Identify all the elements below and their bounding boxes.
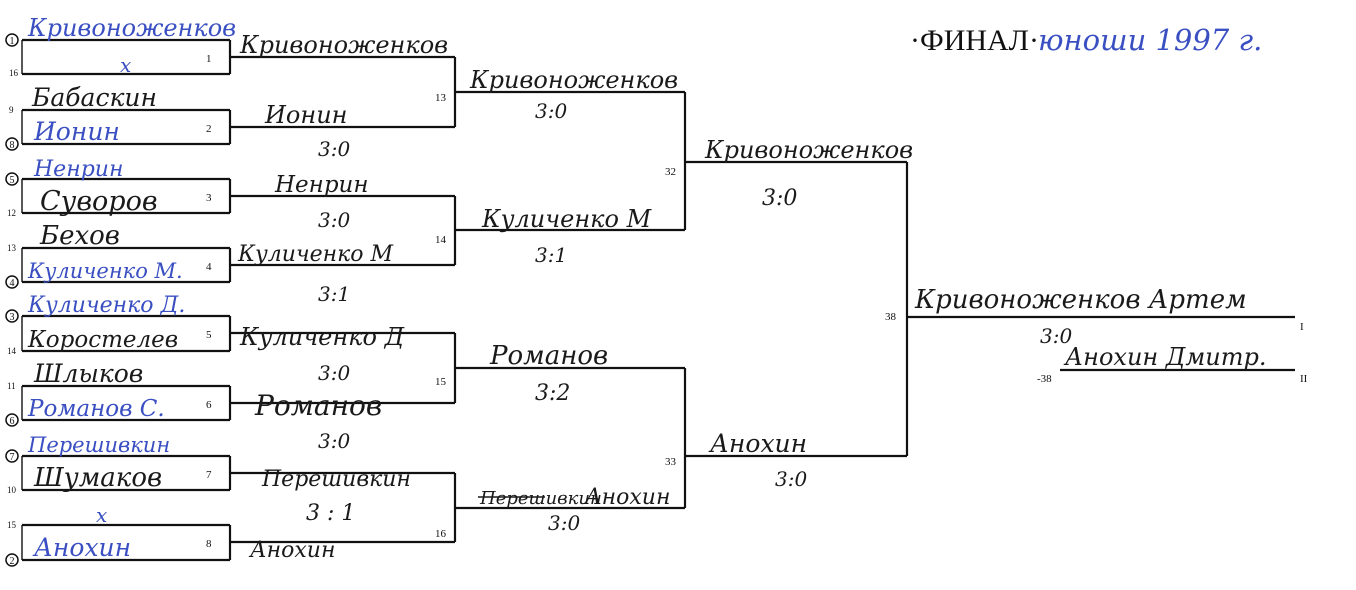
seed-number: 16 — [9, 68, 18, 78]
seed-number: 9 — [9, 105, 14, 115]
match-number: 2 — [206, 123, 212, 135]
seed-number: 12 — [7, 208, 16, 218]
seed-circle — [6, 34, 18, 47]
seed-circle — [6, 414, 18, 427]
match-number: 3 — [206, 192, 212, 204]
struck-name: Перешивкин — [480, 488, 602, 509]
place-second: II — [1300, 373, 1308, 385]
match-number: 38 — [885, 311, 896, 323]
round3-match-numbers — [665, 166, 677, 468]
entrant-name: Бабаскин — [32, 83, 157, 112]
seed-number: 15 — [7, 520, 16, 530]
final-title: ·ФИНАЛ· — [910, 24, 1040, 57]
winner-name: Куличенко М — [482, 205, 652, 233]
winner-name: Анохин — [710, 429, 808, 458]
place-first: I — [1300, 321, 1304, 333]
seed-number: 10 — [7, 485, 16, 495]
seed-circle — [6, 276, 18, 289]
entrant-name: Шумаков — [34, 463, 163, 493]
match-score: 3:2 — [535, 381, 571, 406]
svg-text:8: 8 — [9, 140, 15, 151]
match-number: 32 — [665, 166, 676, 178]
winner-name: Кривоноженков — [240, 31, 449, 59]
winner-name: Анохин — [585, 485, 671, 510]
svg-text:7: 7 — [9, 452, 15, 463]
winner-name: Романов — [255, 389, 383, 422]
round3-results — [469, 66, 678, 535]
round1-names — [27, 14, 236, 562]
round2-results — [237, 31, 448, 563]
loser-match-number: -38 — [1037, 373, 1052, 385]
match-number: 1 — [206, 53, 212, 65]
match-number: 7 — [206, 469, 212, 481]
round1-match-numbers — [206, 53, 212, 550]
match-number: 13 — [435, 92, 446, 104]
entrant-name: Ионин — [34, 117, 120, 146]
entrant-name: Суворов — [40, 186, 158, 217]
winner-name: Куличенко М — [238, 242, 394, 267]
svg-text:4: 4 — [9, 278, 15, 289]
seed-number: 11 — [7, 381, 16, 391]
winner-name: Кривоноженков — [705, 136, 914, 164]
match-number: 5 — [206, 329, 212, 341]
entrant-name: Куличенко М. — [28, 259, 183, 283]
seed-circle — [6, 554, 18, 567]
entrant-name: Куличенко Д. — [28, 293, 186, 318]
match-score: 3:1 — [318, 282, 351, 306]
match-number: 4 — [206, 261, 212, 273]
final-result — [885, 285, 1308, 385]
match-score: 3:0 — [318, 361, 351, 385]
match-score: 3:0 — [762, 186, 798, 211]
winner-name: Романов — [490, 341, 609, 371]
svg-text:1: 1 — [9, 36, 15, 47]
winner-name: Перешивкин — [262, 467, 411, 492]
match-score: 3:1 — [535, 243, 568, 267]
match-score: 3:0 — [775, 467, 808, 491]
winner-name: Ненрин — [275, 172, 369, 198]
entrant-name: Анохин — [34, 533, 132, 562]
winner-name: Анохин — [250, 538, 336, 563]
winner-name: Ионин — [265, 101, 348, 129]
match-score: 3:0 — [318, 137, 351, 161]
winner-name: Кривоноженков — [470, 66, 679, 94]
entrant-empty-mark: x — [96, 503, 108, 527]
seed-circle — [6, 450, 18, 463]
svg-text:2: 2 — [9, 556, 15, 567]
match-number: 8 — [206, 538, 212, 550]
round3-lines — [455, 92, 685, 508]
entrant-name: Ненрин — [34, 157, 124, 182]
entrant-name: Кривоноженков — [28, 14, 237, 42]
entrant-name: Коростелев — [28, 327, 179, 353]
entrant-name: Шлыков — [34, 359, 144, 388]
match-number: 16 — [435, 528, 446, 540]
seed-circle — [6, 310, 18, 323]
category-title: юноши 1997 г. — [1038, 23, 1263, 57]
seed-number: 14 — [7, 346, 16, 356]
runner-up-name: Анохин Дмитр. — [1065, 343, 1267, 371]
seed-number: 13 — [7, 243, 16, 253]
entrant-name: Романов С. — [28, 396, 165, 422]
entrant-name: Бехов — [40, 221, 120, 251]
round4-results — [704, 136, 913, 491]
match-number: 33 — [665, 456, 676, 468]
entrant-empty-mark: x — [120, 53, 132, 77]
final-score: 3:0 — [1040, 324, 1073, 348]
entrant-name: Перешивкин — [28, 433, 171, 457]
champion-name: Кривоноженков Артем — [915, 285, 1247, 315]
svg-text:5: 5 — [9, 175, 15, 186]
winner-name: Куличенко Д — [240, 323, 405, 351]
match-number: 14 — [435, 234, 446, 246]
seed-circle — [6, 138, 18, 151]
match-score: 3:0 — [318, 208, 351, 232]
match-number: 6 — [206, 399, 212, 411]
match-score: 3:0 — [548, 511, 581, 535]
match-number: 15 — [435, 376, 446, 388]
seed-circle — [6, 173, 18, 186]
match-score: 3:0 — [318, 429, 351, 453]
match-score: 3:0 — [535, 99, 568, 123]
match-score: 3 : 1 — [306, 501, 356, 526]
svg-text:6: 6 — [9, 416, 15, 427]
svg-text:3: 3 — [9, 312, 15, 323]
